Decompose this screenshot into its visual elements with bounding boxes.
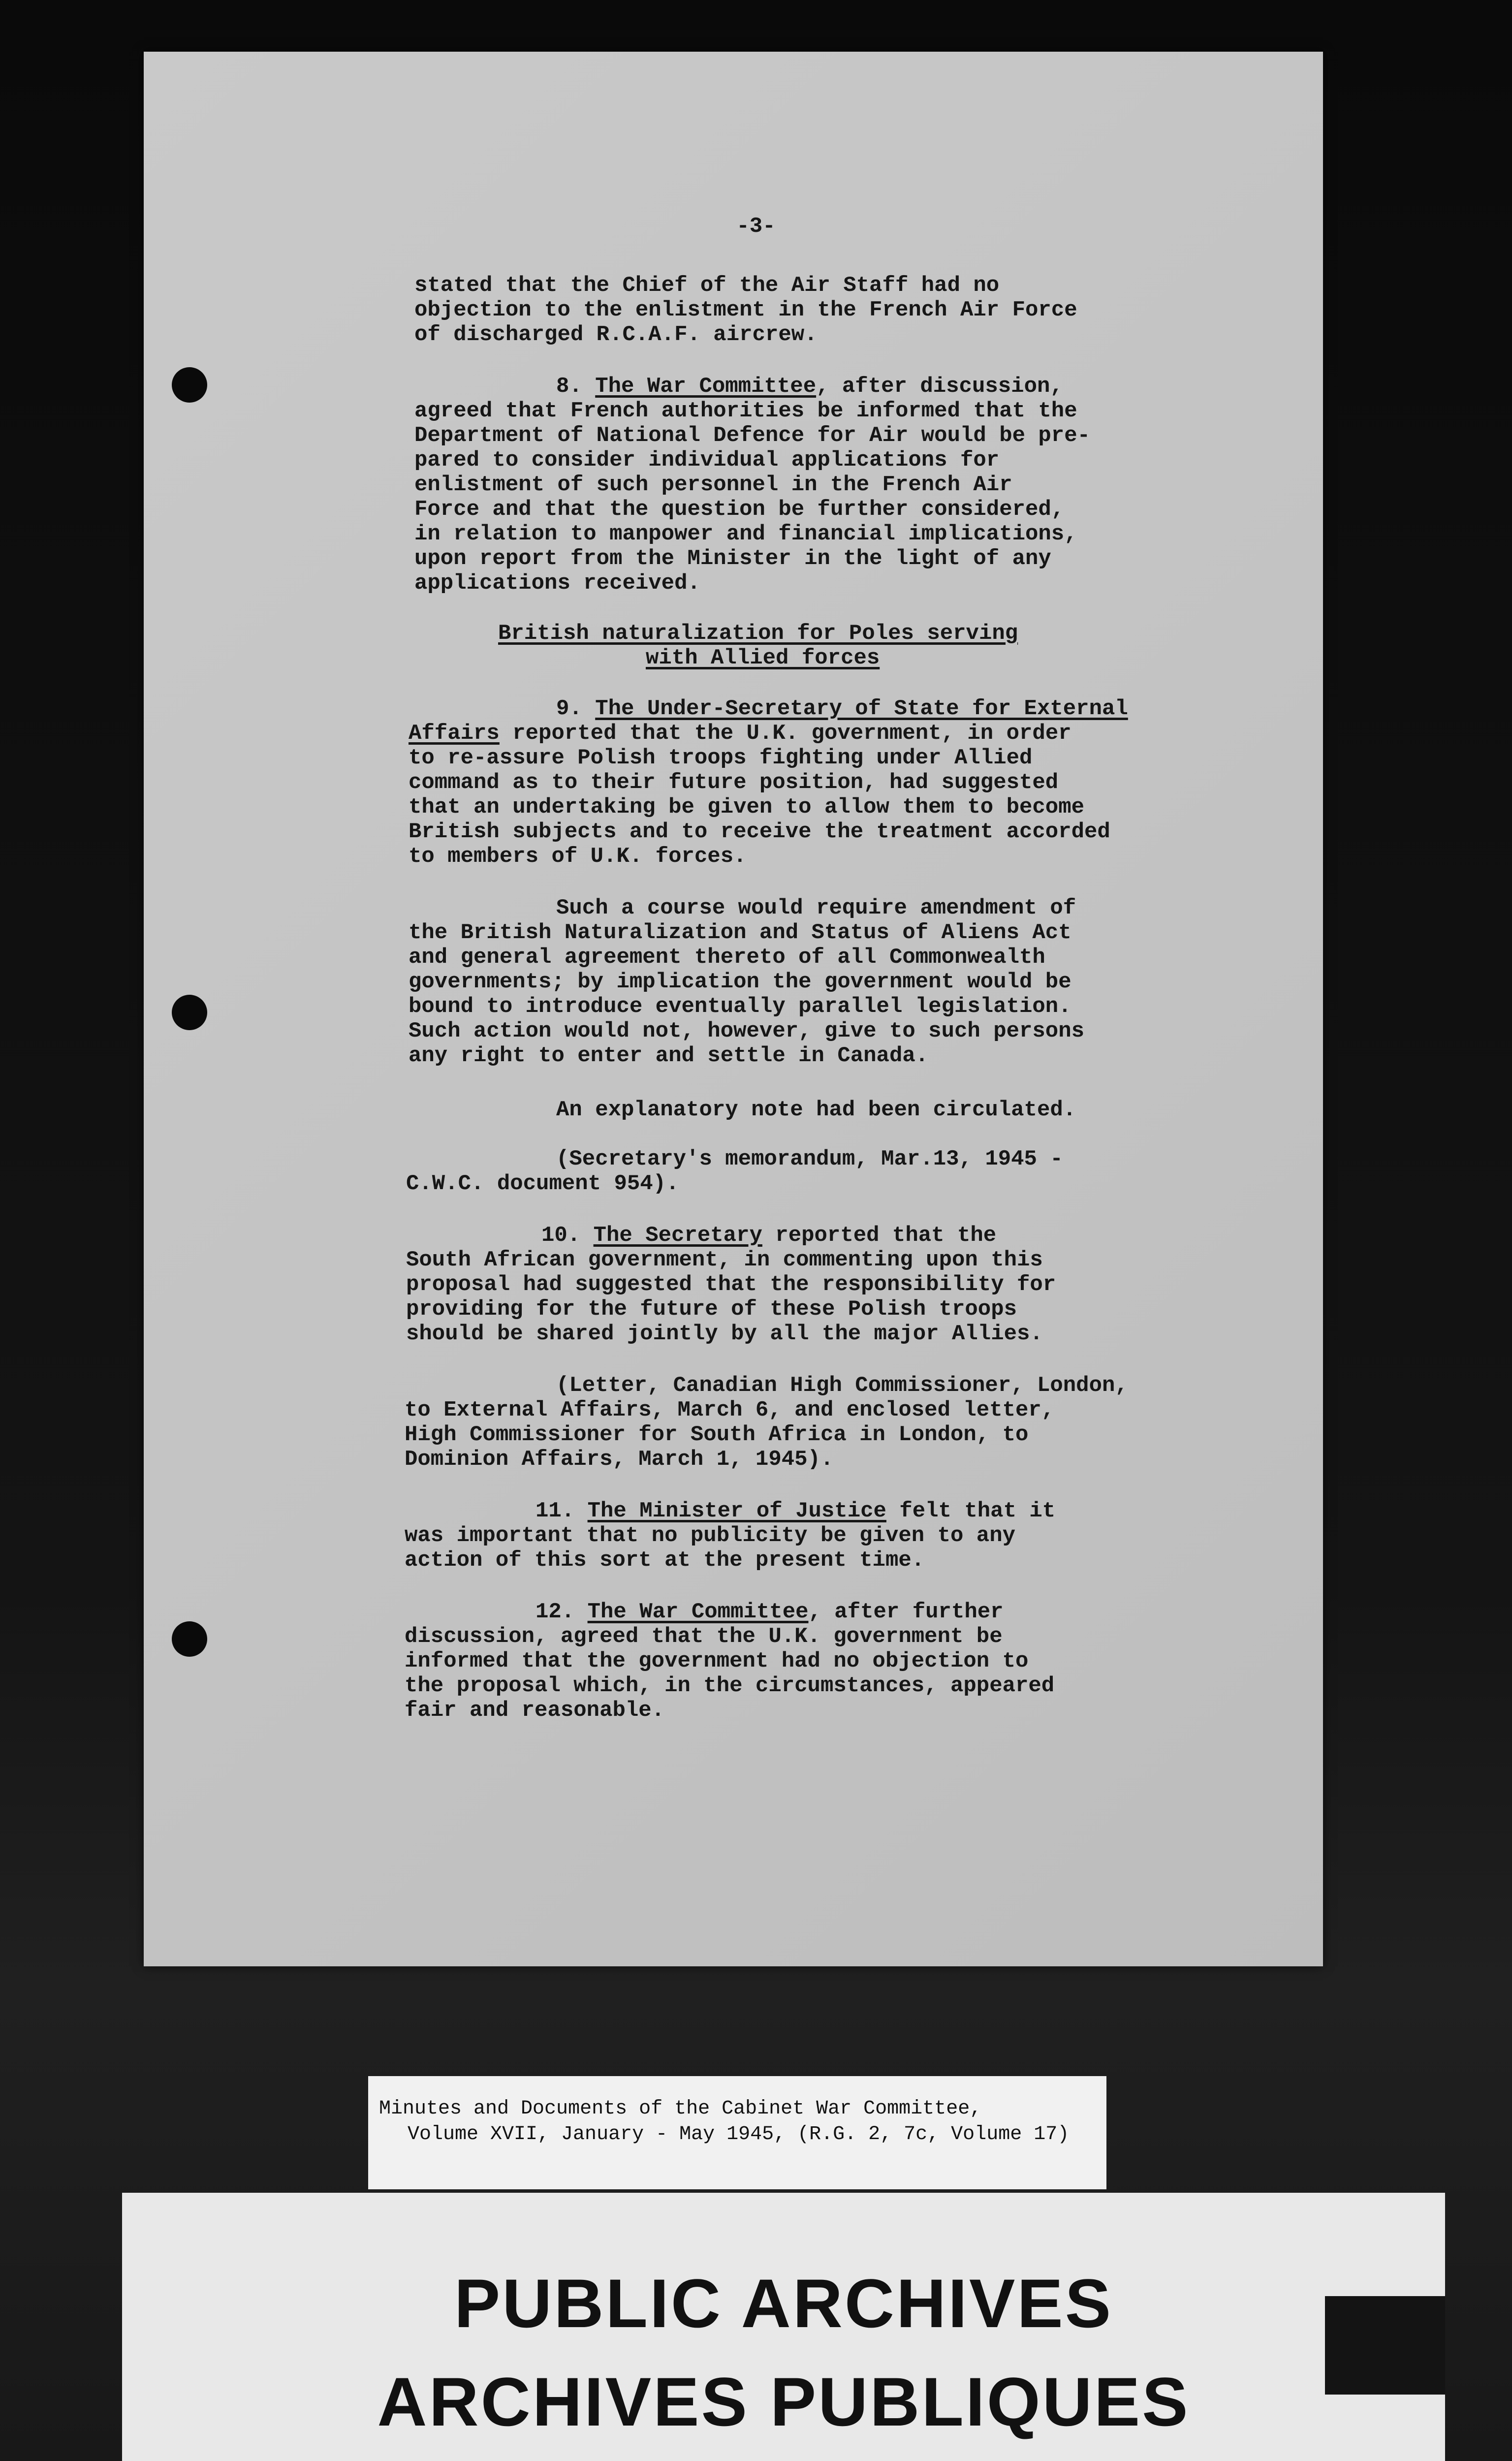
text-line: the British Naturalization and Status of Aliens Act [409, 920, 1071, 945]
text-line: Such a course would require amendment of [556, 896, 1076, 920]
text-line: An explanatory note had been circulated. [556, 1098, 1076, 1122]
banner-line-english: PUBLIC ARCHIVES [454, 2265, 1113, 2342]
paragraph-9-first-line: 9. The Under-Secretary of State for External [556, 696, 1128, 721]
text-line: Affairs reported that the U.K. government, in order [409, 721, 1071, 746]
text-line: of discharged R.C.A.F. aircrew. [414, 322, 818, 347]
section-heading: with Allied forces [646, 646, 880, 670]
text-line: in relation to manpower and financial implications, [414, 522, 1077, 546]
citation-line: Dominion Affairs, March 1, 1945). [405, 1447, 834, 1472]
text-line: and general agreement thereto of all Commonwealth [409, 945, 1045, 970]
text-line: stated that the Chief of the Air Staff had no [414, 273, 1000, 298]
text-line: Department of National Defence for Air would be pre- [414, 423, 1091, 448]
text-line: fair and reasonable. [405, 1698, 665, 1723]
text-line: applications received. [414, 571, 700, 596]
text-line: bound to introduce eventually parallel legislation. [409, 994, 1071, 1019]
archives-banner [122, 2193, 1445, 2461]
banner-line-french: ARCHIVES PUBLIQUES [377, 2363, 1190, 2440]
banner-dark-tab [1325, 2296, 1445, 2395]
underlined-phrase: The Minister of Justice [587, 1499, 886, 1523]
text-line: enlistment of such personnel in the French Air [414, 473, 1012, 497]
text-line: Such action would not, however, give to such persons [409, 1019, 1085, 1043]
text-line: should be shared jointly by all the major Allies. [406, 1322, 1043, 1346]
paragraph-8-first-line: 8. The War Committee, after discussion, [556, 374, 1063, 399]
text-line: any right to enter and settle in Canada. [409, 1043, 929, 1068]
citation-line: to External Affairs, March 6, and enclosed letter, [405, 1398, 1055, 1422]
citation-line: (Secretary's memorandum, Mar.13, 1945 - [556, 1147, 1063, 1171]
text-line: to re-assure Polish troops fighting under Allied [409, 746, 1033, 770]
text-line: pared to consider individual applications for [414, 448, 1000, 473]
archive-label-line: Volume XVII, January - May 1945, (R.G. 2, 7c, Volume 17) [408, 2123, 1070, 2145]
page-number: -3- [736, 214, 776, 239]
text-line: action of this sort at the present time. [405, 1548, 925, 1573]
punch-hole [172, 1621, 207, 1657]
citation-line: (Letter, Canadian High Commissioner, London, [556, 1373, 1128, 1398]
text-line: objection to the enlistment in the French Air Force [414, 298, 1077, 322]
text-line: that an undertaking be given to allow them to become [409, 795, 1085, 820]
text-line: discussion, agreed that the U.K. government be [405, 1624, 1003, 1649]
underlined-phrase: The Under-Secretary of State for External [595, 696, 1128, 721]
paragraph-11-first-line: 11. The Minister of Justice felt that it [536, 1499, 1056, 1523]
citation-line: High Commissioner for South Africa in London, to [405, 1422, 1029, 1447]
punch-hole [172, 367, 207, 403]
paragraph-10-first-line: 10. The Secretary reported that the [541, 1223, 997, 1248]
archive-label-card [368, 2076, 1106, 2189]
text-line: upon report from the Minister in the light of any [414, 546, 1051, 571]
text-line: informed that the government had no objection to [405, 1649, 1029, 1673]
text-line: to members of U.K. forces. [409, 844, 747, 869]
underlined-phrase: The War Committee [587, 1600, 809, 1624]
text-line: proposal had suggested that the responsibility for [406, 1272, 1056, 1297]
archive-label-line: Minutes and Documents of the Cabinet War Committee, [379, 2098, 982, 2120]
text-line: the proposal which, in the circumstances, appeared [405, 1673, 1055, 1698]
text-line: providing for the future of these Polish troops [406, 1297, 1017, 1322]
paragraph-12-first-line: 12. The War Committee, after further [536, 1600, 1004, 1624]
underlined-phrase: The War Committee [595, 374, 817, 399]
text-line: South African government, in commenting upon this [406, 1248, 1043, 1272]
text-line: command as to their future position, had suggested [409, 770, 1059, 795]
text-line: British subjects and to receive the treatment accorded [409, 820, 1110, 844]
text-line: was important that no publicity be given to any [405, 1523, 1016, 1548]
section-heading: British naturalization for Poles serving [498, 621, 1018, 646]
underlined-phrase: Affairs [409, 721, 500, 746]
text-line: Force and that the question be further considered, [414, 497, 1065, 522]
citation-line: C.W.C. document 954). [406, 1171, 679, 1196]
text-line: governments; by implication the government would be [409, 970, 1071, 994]
punch-hole [172, 995, 207, 1030]
text-line: agreed that French authorities be informed that the [414, 399, 1077, 423]
underlined-phrase: The Secretary [593, 1223, 762, 1248]
